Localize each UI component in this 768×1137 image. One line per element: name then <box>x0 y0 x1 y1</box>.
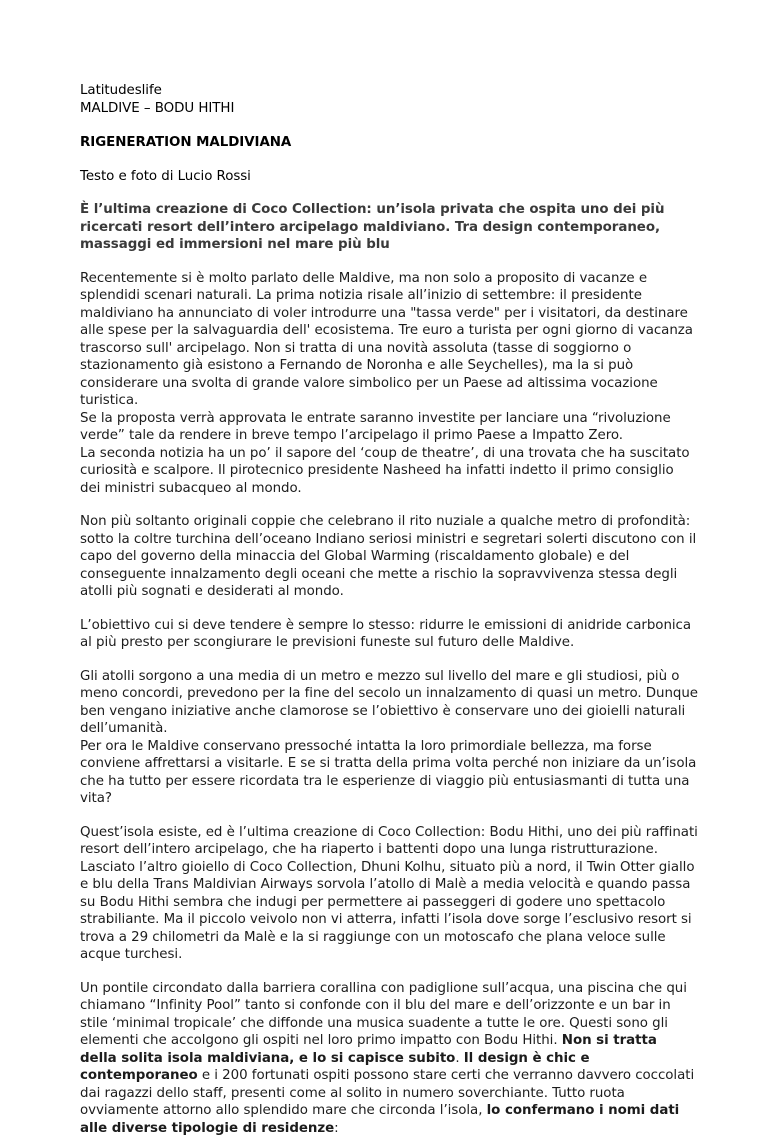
document-page <box>80 82 698 1137</box>
bold-run: Il design è chic e contemporaneo <box>80 1051 590 1084</box>
text-run: Un pontile circondato dalla barriera corallina con padiglione sull’acqua, una piscina che qui chiamano “Infinity Pool” tanto si confonde con il blu del mare e dell’orizzonte e un bar in stile ‘minimal tropicale’ che diffonde una musica suadente a tutte le ore. Questi sono gli elementi che accolgono gli ospiti nel loro primo impatto con Bodu Hithi. <box>80 981 687 1049</box>
bold-run: lo confermano i nomi dati alle diverse tipologie di residenze <box>80 1103 679 1136</box>
text-run: : <box>334 1121 338 1136</box>
text-run: . <box>455 1051 463 1066</box>
location-line: MALDIVE – BODU HITHI <box>80 100 698 118</box>
body-paragraph-last <box>80 980 698 1137</box>
document-header <box>80 82 698 117</box>
publication-name: Latitudeslife <box>80 82 698 100</box>
body-paragraph: Non più soltanto originali coppie che celebrano il rito nuziale a qualche metro di profondità: sotto la coltre turchina dell’oceano Indiano seriosi ministri e segretari solerti discutono con il capo del governo della minaccia del Global Warming (riscaldamento globale) e del conseguente innalzamento degli oceani che mette a rischio la sopravvivenza stessa degli atolli più sognati e desiderati al mondo. <box>80 513 698 601</box>
text-run: e i 200 fortunati ospiti possono stare certi che verranno davvero coccolati dai ragazzi dello staff, presenti come al solito in numero soverchiante. Tutto ruota ovviamente attorno allo splendido mare che circonda l’isola, <box>80 1068 694 1118</box>
byline: Testo e foto di Lucio Rossi <box>80 168 698 186</box>
lead-paragraph: È l’ultima creazione di Coco Collection: un’isola privata che ospita uno dei più ricercati resort dell’intero arcipelago maldiviano. Tra design contemporaneo, massaggi ed immersioni nel mare più blu <box>80 201 698 254</box>
body-paragraph: Gli atolli sorgono a una media di un metro e mezzo sul livello del mare e gli studiosi, più o meno concordi, prevedono per la fine del secolo un innalzamento di quasi un metro. Dunque ben vengano iniziative anche clamorose se l’obiettivo è conservare uno dei gioielli naturali dell’umanità. Per ora le Maldive conservano pressoché intatta la loro primordiale bellezza, ma forse conviene affrettarsi a visitarle. E se si tratta della prima volta perché non iniziare da un’isola che ha tutto per essere ricordata tra le esperienze di viaggio più entusiasmanti di tutta una vita? <box>80 668 698 808</box>
body-paragraph: L’obiettivo cui si deve tendere è sempre lo stesso: ridurre le emissioni di anidride carbonica al più presto per scongiurare le previsioni funeste sul futuro delle Maldive. <box>80 617 698 652</box>
body-paragraph: Recentemente si è molto parlato delle Maldive, ma non solo a proposito di vacanze e splendidi scenari naturali. La prima notizia risale all’inizio di settembre: il presidente maldiviano ha annunciato di voler introdurre una "tassa verde" per i visitatori, da destinare alle spese per la salvaguardia dell' ecosistema. Tre euro a turista per ogni giorno di vacanza trascorso sull' arcipelago. Non si tratta di una novità assoluta (tasse di soggiorno o stazionamento già esistono a Fernando de Noronha e alle Seychelles), ma la si può considerare una svolta di grande valore simbolico per un Paese ad altissima vocazione turistica. Se la proposta verrà approvata le entrate saranno investite per lanciare una “rivoluzione verde” tale da rendere in breve tempo l’arcipelago il primo Paese a Impatto Zero. La seconda notizia ha un po’ il sapore del ‘coup de theatre’, di una trovata che ha suscitato curiosità e scalpore. Il pirotecnico presidente Nasheed ha infatti indetto il primo consiglio dei ministri subacqueo al mondo. <box>80 270 698 498</box>
body-paragraph: Quest’isola esiste, ed è l’ultima creazione di Coco Collection: Bodu Hithi, uno dei più raffinati resort dell’intero arcipelago, che ha riaperto i battenti dopo una lunga ristrutturazione. Lasciato l’altro gioiello di Coco Collection, Dhuni Kolhu, situato più a nord, il Twin Otter giallo e blu della Trans Maldivian Airways sorvola l’atollo di Malè a media velocità e quando passa su Bodu Hithi sembra che indugi per permettere ai passeggeri di godere uno spettacolo strabiliante. Ma il piccolo veivolo non vi atterra, infatti l’isola dove sorge l’esclusivo resort si trova a 29 chilometri da Malè e la si raggiunge con un motoscafo che plana veloce sulle acque turchesi. <box>80 824 698 964</box>
article-title: RIGENERATION MALDIVIANA <box>80 134 698 152</box>
bold-run: Non si tratta della solita isola maldiviana, e lo si capisce subito <box>80 1033 657 1066</box>
